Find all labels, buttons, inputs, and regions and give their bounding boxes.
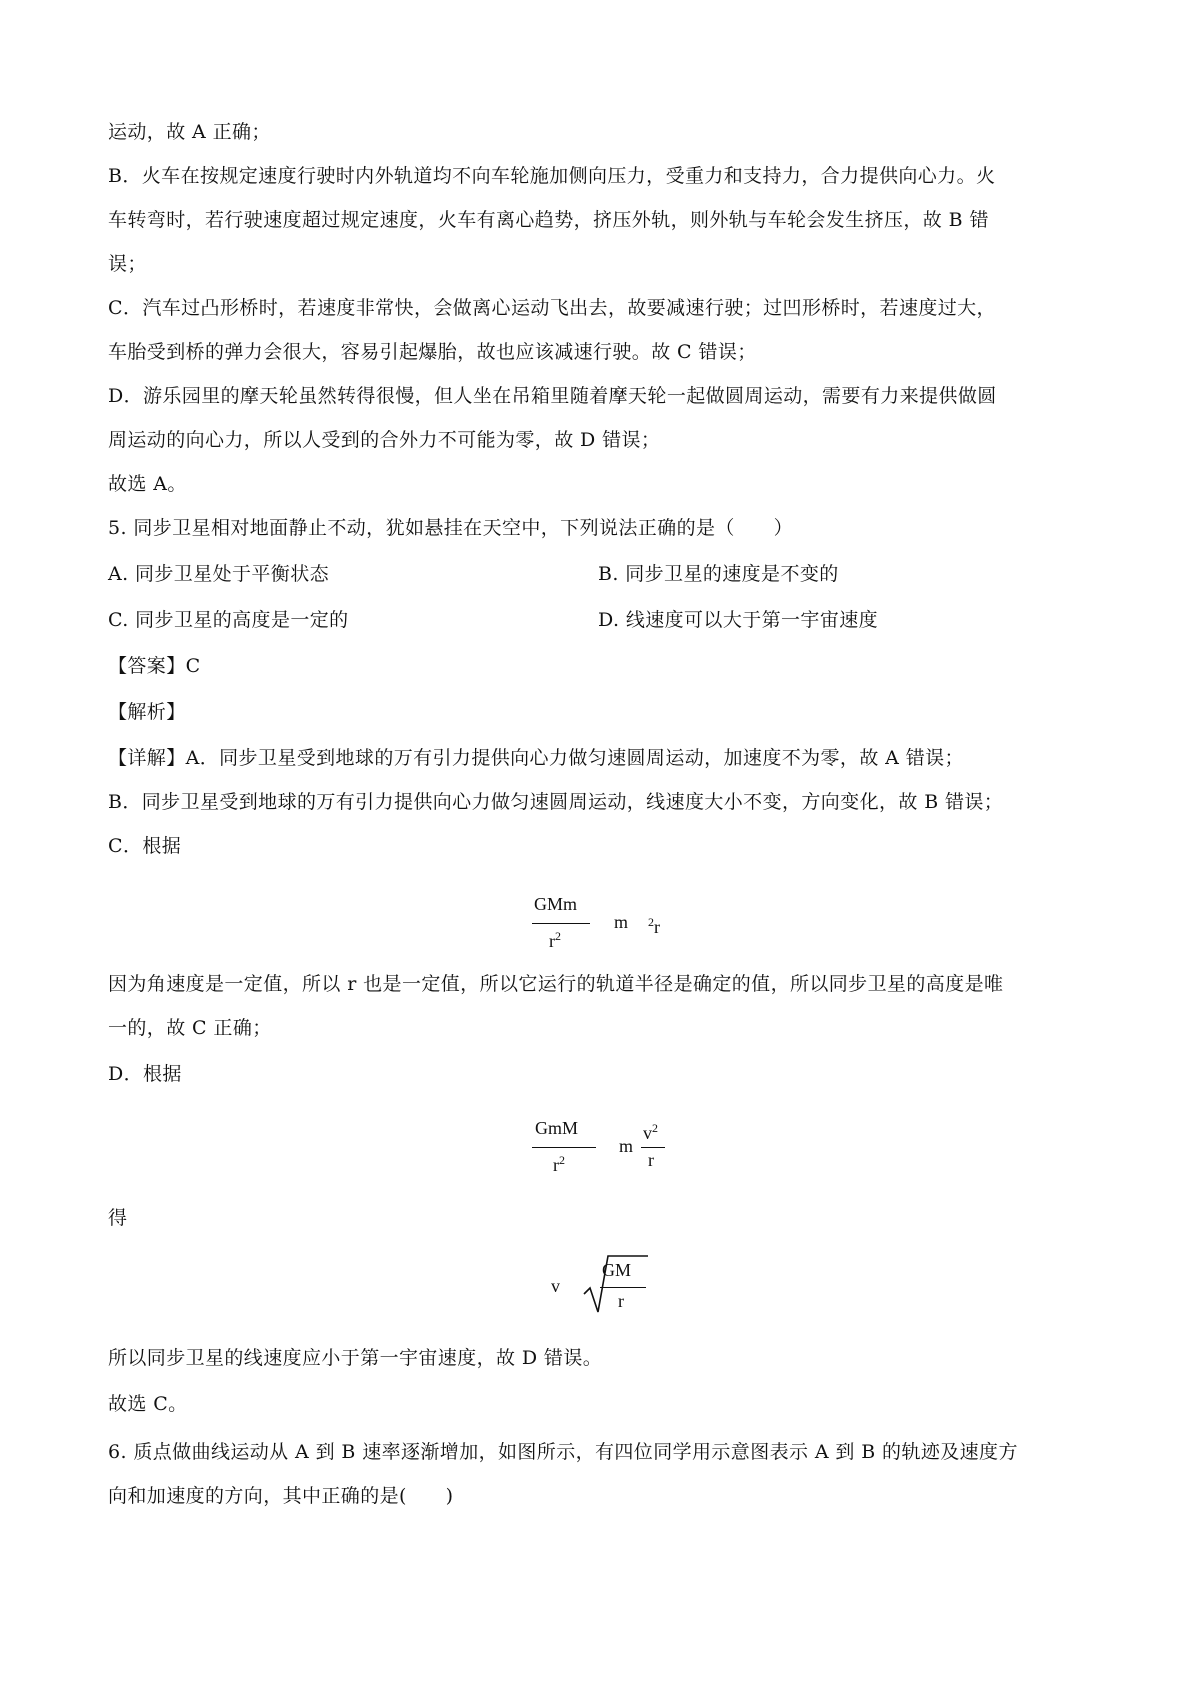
fraction-bar <box>532 923 590 924</box>
option-a: A. 同步卫星处于平衡状态 <box>108 563 330 585</box>
formula-3-denominator: r <box>618 1291 624 1311</box>
text-line: C．汽车过凸形桥时，若速度非常快，会做离心运动飞出去，故要减速行驶；过凹形桥时，若速度过大， <box>108 297 996 319</box>
fraction-bar <box>532 1147 596 1148</box>
text-line: 得 <box>108 1207 128 1229</box>
text-line: 所以同步卫星的线速度应小于第一宇宙速度，故 D 错误。 <box>108 1347 603 1369</box>
text-line: 一的，故 C 正确； <box>108 1017 272 1039</box>
analysis-heading: 【解析】 <box>108 701 186 723</box>
text-line: 故选 C。 <box>108 1393 188 1415</box>
text-line: 误； <box>108 253 147 275</box>
formula-1-rhs: $^2$r <box>648 915 660 937</box>
formula-2-numerator: GmM <box>535 1118 579 1138</box>
answer-line: 【答案】C <box>108 655 201 677</box>
text-line: 车转弯时，若行驶速度超过规定速度，火车有离心趋势，挤压外轨，则外轨与车轮会发生挤压，故 B 错 <box>108 209 989 231</box>
question-5: 5. 同步卫星相对地面静止不动，犹如悬挂在天空中，下列说法正确的是（ ） <box>108 517 793 539</box>
text-line: 周运动的向心力，所以人受到的合外力不可能为零，故 D 错误； <box>108 429 661 451</box>
formula-2-denominator-r: r <box>648 1150 654 1170</box>
text-line: 运动，故 A 正确； <box>108 121 271 143</box>
formula-2-mass: m <box>619 1136 634 1156</box>
formula-1-numerator: GMm <box>534 894 578 914</box>
option-c: C. 同步卫星的高度是一定的 <box>108 609 349 631</box>
formula-2-numerator-v: $v^2$ <box>643 1121 658 1143</box>
option-d: D. 线速度可以大于第一宇宙速度 <box>598 609 879 631</box>
formula-3-numerator: GM <box>602 1260 632 1280</box>
text-line: B．火车在按规定速度行驶时内外轨道均不向车轮施加侧向压力，受重力和支持力，合力提供向心力。火 <box>108 165 996 187</box>
formula-1-denominator: $r^2$ <box>549 929 561 951</box>
fraction-bar <box>600 1287 646 1288</box>
text-line: 向和加速度的方向，其中正确的是( ) <box>108 1485 454 1507</box>
text-line: D．根据 <box>108 1063 182 1085</box>
fraction-bar <box>641 1147 665 1148</box>
option-b: B. 同步卫星的速度是不变的 <box>598 563 839 585</box>
question-6: 6. 质点做曲线运动从 A 到 B 速率逐渐增加，如图所示，有四位同学用示意图表示 A 到 B 的轨迹及速度方 <box>108 1441 1018 1463</box>
text-line: 因为角速度是一定值，所以 r 也是一定值，所以它运行的轨道半径是确定的值，所以同步卫星的高度是唯 <box>108 973 1004 995</box>
text-line: D．游乐园里的摩天轮虽然转得很慢，但人坐在吊箱里随着摩天轮一起做圆周运动，需要有力来提供做圆 <box>108 385 997 407</box>
text-line: 故选 A。 <box>108 473 187 495</box>
text-line: C．根据 <box>108 835 182 857</box>
text-line: 【详解】A．同步卫星受到地球的万有引力提供向心力做匀速圆周运动，加速度不为零，故 A 错误； <box>108 747 964 769</box>
formula-3-v: v <box>551 1276 560 1296</box>
text-line: B．同步卫星受到地球的万有引力提供向心力做匀速圆周运动，线速度大小不变，方向变化，故 B 错误； <box>108 791 1004 813</box>
text-line: 车胎受到桥的弹力会很大，容易引起爆胎，故也应该减速行驶。故 C 错误； <box>108 341 757 363</box>
formula-1-mass: m <box>614 912 629 932</box>
formula-2-denominator: $r^2$ <box>553 1153 565 1175</box>
